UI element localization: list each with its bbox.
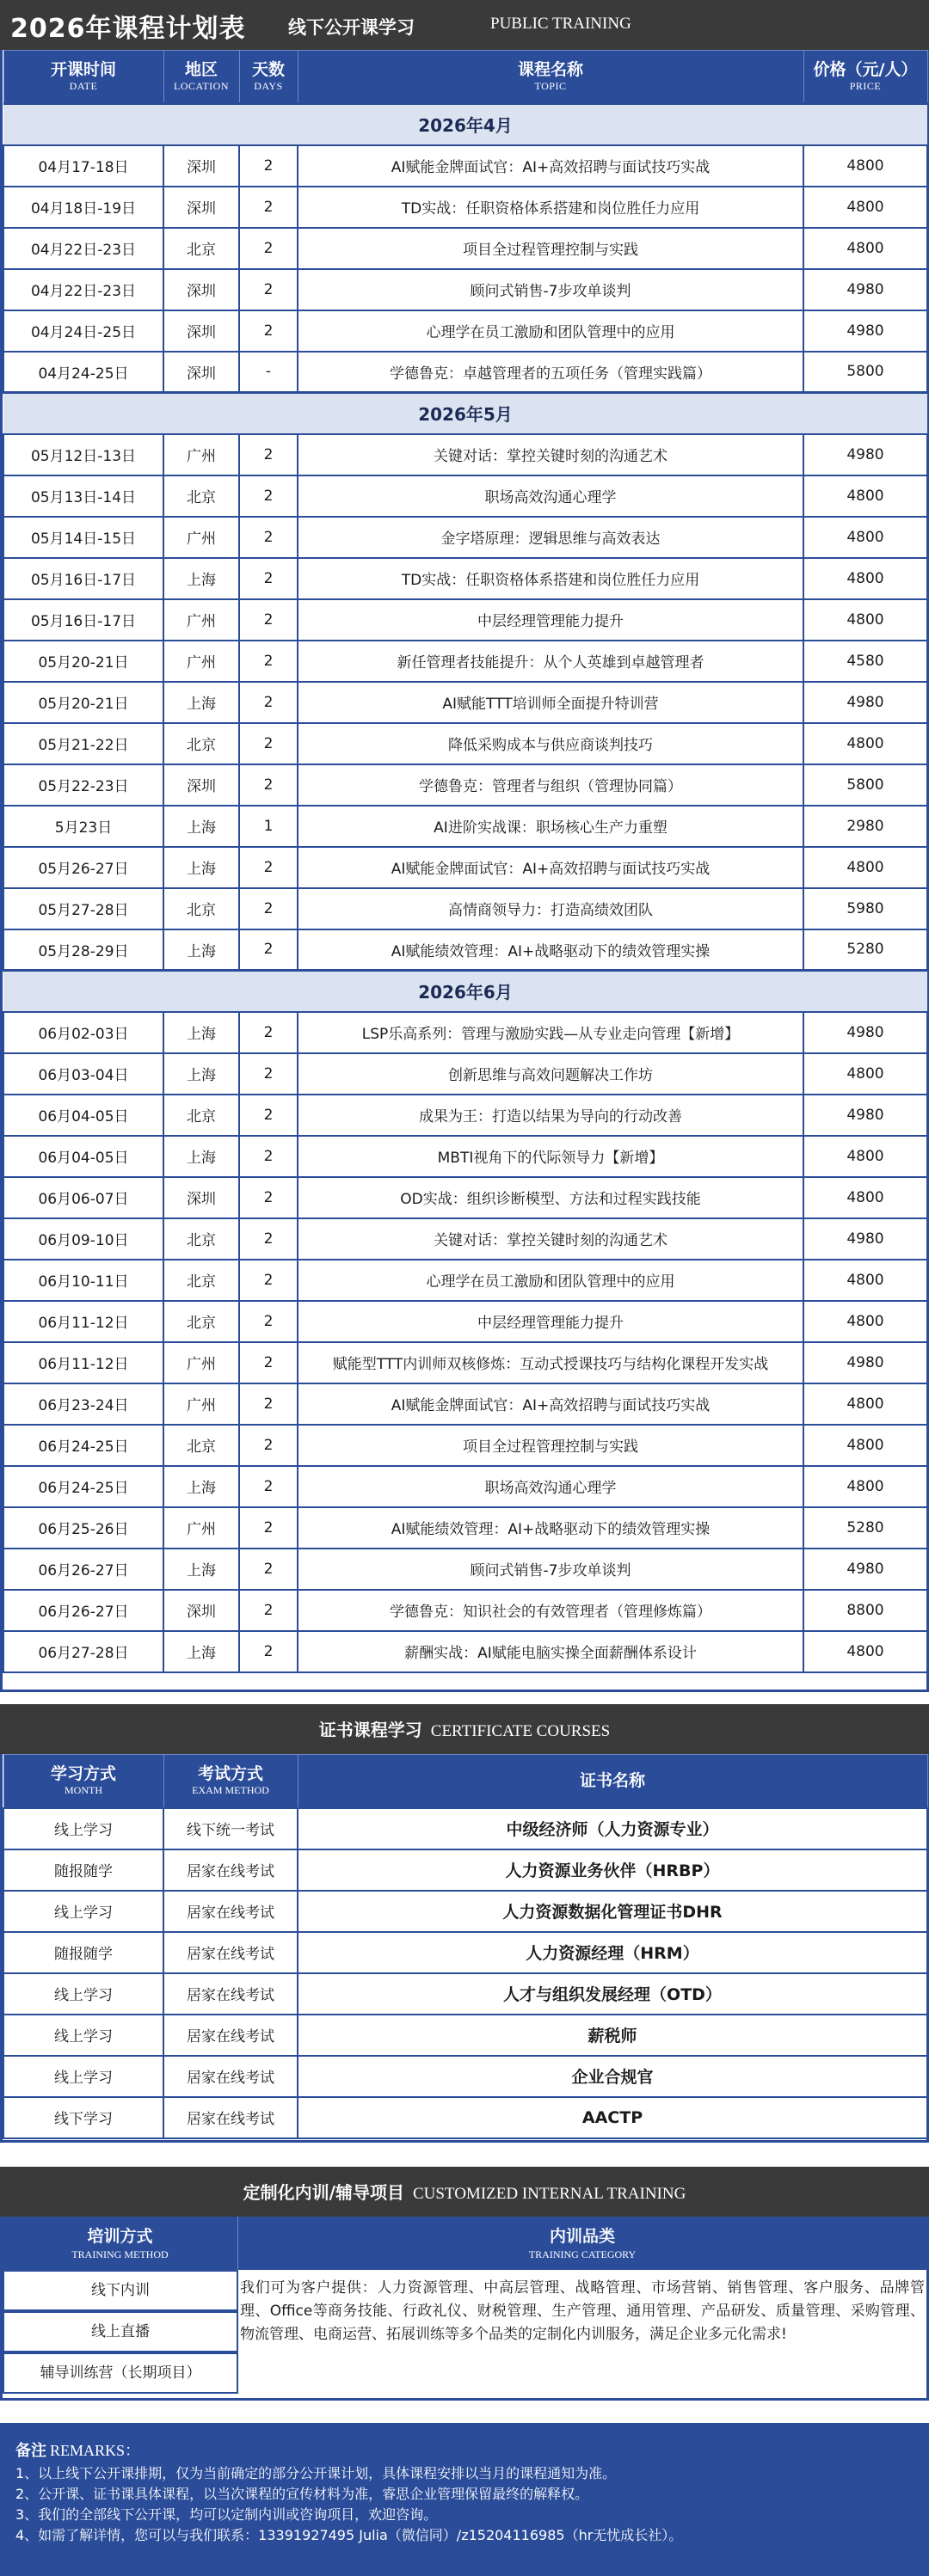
table-row bbox=[3, 310, 927, 352]
course-date: 05月20-21日 bbox=[3, 641, 163, 682]
training-category-description: 我们可为客户提供：人力资源管理、中高层管理、战略管理、市场营销、销售管理、客户服务、品牌管理、Office等商务技能、行政礼仪、财税管理、生产管理、通用管理、产品研发、质量管理、采购管理、物流管理、电商运营、拓展训练等多个品类的定制化内训服务，满足企业多元化需求! bbox=[240, 2279, 925, 2343]
table-row bbox=[3, 187, 927, 228]
remarks-title: 备注 REMARKS： bbox=[15, 2442, 141, 2460]
course-date: 05月22-23日 bbox=[3, 764, 163, 806]
course-topic: 顾问式销售-7步攻单谈判 bbox=[298, 269, 803, 310]
course-days: 2 bbox=[239, 1507, 298, 1549]
course-location: 广州 bbox=[163, 434, 239, 475]
course-price: 4800 bbox=[803, 187, 927, 228]
table-row bbox=[3, 1932, 927, 1973]
course-days: 2 bbox=[239, 434, 298, 475]
schedule-table-container bbox=[0, 50, 929, 1692]
course-price: 4800 bbox=[803, 599, 927, 641]
table-row bbox=[3, 1095, 927, 1136]
course-location: 上海 bbox=[163, 682, 239, 723]
month-header-row bbox=[3, 104, 927, 145]
course-topic: 中层经理管理能力提升 bbox=[298, 599, 803, 641]
course-date: 06月04-05日 bbox=[3, 1095, 163, 1136]
course-price: 4800 bbox=[803, 558, 927, 599]
course-topic: 降低采购成本与供应商谈判技巧 bbox=[298, 723, 803, 764]
course-days: 2 bbox=[239, 310, 298, 352]
course-location: 上海 bbox=[163, 929, 239, 971]
col-header-study-method: 学习方式 MONTH bbox=[3, 1755, 163, 1808]
course-topic: AI赋能绩效管理：AI+战略驱动下的绩效管理实操 bbox=[298, 1507, 803, 1549]
course-date: 06月26-27日 bbox=[3, 1590, 163, 1631]
course-days: 2 bbox=[239, 723, 298, 764]
certificate-table bbox=[3, 1754, 928, 2139]
course-date: 04月22日-23日 bbox=[3, 269, 163, 310]
cert-name: 中级经济师（人力资源专业） bbox=[298, 1808, 927, 1849]
course-location: 广州 bbox=[163, 599, 239, 641]
course-price: 2980 bbox=[803, 806, 927, 847]
table-row bbox=[3, 1549, 927, 1590]
course-days: 2 bbox=[239, 1590, 298, 1631]
course-days: 2 bbox=[239, 1218, 298, 1260]
table-row bbox=[3, 434, 927, 475]
remark-item: 1、以上线下公开课排期，仅为当前确定的部分公开课计划，具体课程安排以当月的课程通知为准。 bbox=[15, 2465, 617, 2481]
course-topic: 心理学在员工激励和团队管理中的应用 bbox=[298, 1260, 803, 1301]
course-date: 05月28-29日 bbox=[3, 929, 163, 971]
course-days: 2 bbox=[239, 517, 298, 558]
course-price: 4980 bbox=[803, 434, 927, 475]
table-row bbox=[3, 1301, 927, 1342]
table-row bbox=[3, 1849, 927, 1891]
training-method-camp: 辅导训练营（长期项目） bbox=[3, 2352, 238, 2394]
course-topic: 高情商领导力：打造高绩效团队 bbox=[298, 888, 803, 929]
custom-section-bar bbox=[0, 2167, 929, 2218]
table-row bbox=[3, 475, 927, 517]
training-method-live: 线上直播 bbox=[3, 2311, 238, 2352]
course-topic: 学德鲁克：管理者与组织（管理协同篇） bbox=[298, 764, 803, 806]
course-price: 5280 bbox=[803, 1507, 927, 1549]
course-price: 4580 bbox=[803, 641, 927, 682]
course-date: 06月24-25日 bbox=[3, 1425, 163, 1466]
course-date: 05月16日-17日 bbox=[3, 599, 163, 641]
course-days: 2 bbox=[239, 1383, 298, 1425]
course-location: 广州 bbox=[163, 517, 239, 558]
course-date: 06月02-03日 bbox=[3, 1012, 163, 1053]
course-topic: 关键对话：掌控关键时刻的沟通艺术 bbox=[298, 1218, 803, 1260]
certificate-table-container bbox=[0, 1754, 929, 2143]
schedule-body bbox=[3, 104, 927, 1672]
course-location: 深圳 bbox=[163, 352, 239, 393]
course-price: 5280 bbox=[803, 929, 927, 971]
course-topic: 赋能型TTT内训师双核修炼：互动式授课技巧与结构化课程开发实战 bbox=[298, 1342, 803, 1383]
custom-training-block bbox=[0, 2217, 929, 2401]
course-date: 06月24-25日 bbox=[3, 1466, 163, 1507]
schedule-table bbox=[3, 50, 928, 1673]
course-location: 深圳 bbox=[163, 310, 239, 352]
course-location: 广州 bbox=[163, 641, 239, 682]
course-location: 上海 bbox=[163, 1053, 239, 1095]
course-days: 1 bbox=[239, 806, 298, 847]
course-location: 北京 bbox=[163, 888, 239, 929]
course-price: 4980 bbox=[803, 1095, 927, 1136]
course-date: 05月21-22日 bbox=[3, 723, 163, 764]
table-row bbox=[3, 929, 927, 971]
col-header-date: 开课时间 DATE bbox=[3, 51, 163, 104]
cert-exam-method: 居家在线考试 bbox=[163, 1973, 298, 2015]
table-row bbox=[3, 806, 927, 847]
table-row bbox=[3, 2015, 927, 2056]
table-row bbox=[3, 764, 927, 806]
table-row bbox=[3, 1177, 927, 1218]
course-topic: LSP乐高系列：管理与激励实践—从专业走向管理【新增】 bbox=[298, 1012, 803, 1053]
course-days: 2 bbox=[239, 1466, 298, 1507]
course-days: 2 bbox=[239, 1136, 298, 1177]
course-topic: 职场高效沟通心理学 bbox=[298, 1466, 803, 1507]
table-row bbox=[3, 1891, 927, 1932]
course-price: 5800 bbox=[803, 352, 927, 393]
course-price: 4800 bbox=[803, 723, 927, 764]
course-days: 2 bbox=[239, 764, 298, 806]
cert-study-method: 线上学习 bbox=[3, 2015, 163, 2056]
course-days: - bbox=[239, 352, 298, 393]
certificate-header-row bbox=[3, 1755, 927, 1808]
course-date: 06月11-12日 bbox=[3, 1342, 163, 1383]
table-row bbox=[3, 352, 927, 393]
course-date: 06月26-27日 bbox=[3, 1549, 163, 1590]
course-price: 4980 bbox=[803, 1012, 927, 1053]
cert-exam-method: 居家在线考试 bbox=[163, 1849, 298, 1891]
course-price: 4800 bbox=[803, 1053, 927, 1095]
course-date: 06月23-24日 bbox=[3, 1383, 163, 1425]
course-topic: AI赋能金牌面试官：AI+高效招聘与面试技巧实战 bbox=[298, 145, 803, 187]
table-row bbox=[3, 1383, 927, 1425]
cert-name: 薪税师 bbox=[298, 2015, 927, 2056]
course-topic: 项目全过程管理控制与实践 bbox=[298, 228, 803, 269]
table-row bbox=[3, 888, 927, 929]
course-date: 05月26-27日 bbox=[3, 847, 163, 888]
course-topic: 薪酬实战：AI赋能电脑实操全面薪酬体系设计 bbox=[298, 1631, 803, 1672]
course-date: 06月25-26日 bbox=[3, 1507, 163, 1549]
table-row bbox=[3, 641, 927, 682]
course-date: 06月04-05日 bbox=[3, 1136, 163, 1177]
course-topic: 新任管理者技能提升：从个人英雄到卓越管理者 bbox=[298, 641, 803, 682]
course-topic: AI赋能金牌面试官：AI+高效招聘与面试技巧实战 bbox=[298, 847, 803, 888]
course-price: 4800 bbox=[803, 1177, 927, 1218]
course-date: 5月23日 bbox=[3, 806, 163, 847]
cert-exam-method: 居家在线考试 bbox=[163, 2097, 298, 2138]
cert-exam-method: 居家在线考试 bbox=[163, 2056, 298, 2097]
course-date: 04月24-25日 bbox=[3, 352, 163, 393]
table-row bbox=[3, 1973, 927, 2015]
course-price: 4800 bbox=[803, 475, 927, 517]
col-header-training-method: 培训方式 TRAINING METHOD bbox=[3, 2217, 238, 2270]
course-topic: 心理学在员工激励和团队管理中的应用 bbox=[298, 310, 803, 352]
course-days: 2 bbox=[239, 558, 298, 599]
course-location: 上海 bbox=[163, 1466, 239, 1507]
course-location: 深圳 bbox=[163, 764, 239, 806]
course-date: 04月24日-25日 bbox=[3, 310, 163, 352]
month-label: 2026年6月 bbox=[3, 971, 927, 1012]
cert-exam-method: 线下统一考试 bbox=[163, 1808, 298, 1849]
course-days: 2 bbox=[239, 1425, 298, 1466]
course-location: 上海 bbox=[163, 1631, 239, 1672]
table-row bbox=[3, 145, 927, 187]
cert-name: 人力资源经理（HRM） bbox=[298, 1932, 927, 1973]
course-date: 04月17-18日 bbox=[3, 145, 163, 187]
table-row bbox=[3, 1590, 927, 1631]
course-days: 2 bbox=[239, 888, 298, 929]
course-price: 5980 bbox=[803, 888, 927, 929]
course-price: 4800 bbox=[803, 1260, 927, 1301]
col-header-days: 天数 DAYS bbox=[239, 51, 298, 104]
table-row bbox=[3, 517, 927, 558]
month-header-row bbox=[3, 971, 927, 1012]
course-location: 北京 bbox=[163, 723, 239, 764]
course-topic: 顾问式销售-7步攻单谈判 bbox=[298, 1549, 803, 1590]
cert-name: 人力资源数据化管理证书DHR bbox=[298, 1891, 927, 1932]
course-days: 2 bbox=[239, 1549, 298, 1590]
course-topic: 职场高效沟通心理学 bbox=[298, 475, 803, 517]
cert-study-method: 线上学习 bbox=[3, 1891, 163, 1932]
course-location: 上海 bbox=[163, 847, 239, 888]
course-topic: AI赋能金牌面试官：AI+高效招聘与面试技巧实战 bbox=[298, 1383, 803, 1425]
training-method-offline: 线下内训 bbox=[3, 2270, 238, 2311]
course-days: 2 bbox=[239, 847, 298, 888]
course-date: 05月20-21日 bbox=[3, 682, 163, 723]
course-price: 4980 bbox=[803, 1549, 927, 1590]
course-topic: 学德鲁克：卓越管理者的五项任务（管理实践篇） bbox=[298, 352, 803, 393]
table-row bbox=[3, 1466, 927, 1507]
course-date: 04月18日-19日 bbox=[3, 187, 163, 228]
cert-study-method: 线上学习 bbox=[3, 1973, 163, 2015]
course-topic: TD实战：任职资格体系搭建和岗位胜任力应用 bbox=[298, 558, 803, 599]
course-price: 5800 bbox=[803, 764, 927, 806]
cert-study-method: 线上学习 bbox=[3, 1808, 163, 1849]
cert-study-method: 随报随学 bbox=[3, 1849, 163, 1891]
table-row bbox=[3, 682, 927, 723]
course-location: 上海 bbox=[163, 1012, 239, 1053]
header-bar bbox=[0, 0, 929, 50]
course-location: 深圳 bbox=[163, 1590, 239, 1631]
course-days: 2 bbox=[239, 145, 298, 187]
course-topic: 关键对话：掌控关键时刻的沟通艺术 bbox=[298, 434, 803, 475]
course-days: 2 bbox=[239, 599, 298, 641]
course-date: 04月22日-23日 bbox=[3, 228, 163, 269]
cert-study-method: 线下学习 bbox=[3, 2097, 163, 2138]
course-location: 广州 bbox=[163, 1507, 239, 1549]
remarks-block bbox=[0, 2423, 929, 2576]
course-days: 2 bbox=[239, 1260, 298, 1301]
course-days: 2 bbox=[239, 269, 298, 310]
course-topic: 成果为王：打造以结果为导向的行动改善 bbox=[298, 1095, 803, 1136]
course-date: 06月06-07日 bbox=[3, 1177, 163, 1218]
course-topic: MBTI视角下的代际领导力【新增】 bbox=[298, 1136, 803, 1177]
remark-item: 2、公开课、证书课具体课程，以当次课程的宣传材料为准，睿思企业管理保留最终的解释权。 bbox=[15, 2486, 589, 2502]
course-days: 2 bbox=[239, 1095, 298, 1136]
course-topic: 项目全过程管理控制与实践 bbox=[298, 1425, 803, 1466]
course-price: 4800 bbox=[803, 1631, 927, 1672]
cert-exam-method: 居家在线考试 bbox=[163, 2015, 298, 2056]
course-date: 05月12日-13日 bbox=[3, 434, 163, 475]
course-location: 上海 bbox=[163, 806, 239, 847]
table-row bbox=[3, 1053, 927, 1095]
course-date: 06月03-04日 bbox=[3, 1053, 163, 1095]
course-price: 4980 bbox=[803, 682, 927, 723]
table-row bbox=[3, 1631, 927, 1672]
course-location: 深圳 bbox=[163, 269, 239, 310]
certificate-title-en: CERTIFICATE COURSES bbox=[430, 1722, 611, 1740]
custom-title-en: CUSTOMIZED INTERNAL TRAINING bbox=[412, 2185, 686, 2203]
col-header-training-category: 内训品类 TRAINING CATEGORY bbox=[238, 2217, 926, 2270]
course-topic: OD实战：组织诊断模型、方法和过程实践技能 bbox=[298, 1177, 803, 1218]
cert-name: 企业合规官 bbox=[298, 2056, 927, 2097]
course-location: 深圳 bbox=[163, 187, 239, 228]
course-days: 2 bbox=[239, 1631, 298, 1672]
course-days: 2 bbox=[239, 1177, 298, 1218]
table-row bbox=[3, 723, 927, 764]
course-price: 4800 bbox=[803, 1425, 927, 1466]
course-days: 2 bbox=[239, 228, 298, 269]
table-row bbox=[3, 1218, 927, 1260]
course-price: 4800 bbox=[803, 1466, 927, 1507]
cert-name: AACTP bbox=[298, 2097, 927, 2138]
cert-study-method: 随报随学 bbox=[3, 1932, 163, 1973]
table-row bbox=[3, 1012, 927, 1053]
col-header-exam-method: 考试方式 EXAM METHOD bbox=[163, 1755, 298, 1808]
course-location: 深圳 bbox=[163, 1177, 239, 1218]
course-price: 4800 bbox=[803, 847, 927, 888]
course-location: 北京 bbox=[163, 1260, 239, 1301]
course-date: 06月27-28日 bbox=[3, 1631, 163, 1672]
course-location: 北京 bbox=[163, 228, 239, 269]
custom-title-cn: 定制化内训/辅导项目 bbox=[243, 2182, 404, 2203]
course-price: 4800 bbox=[803, 1301, 927, 1342]
certificate-body bbox=[3, 1808, 927, 2138]
course-location: 北京 bbox=[163, 1218, 239, 1260]
course-price: 4980 bbox=[803, 310, 927, 352]
month-label: 2026年4月 bbox=[3, 104, 927, 145]
course-location: 北京 bbox=[163, 475, 239, 517]
month-label: 2026年5月 bbox=[3, 393, 927, 434]
table-row bbox=[3, 228, 927, 269]
course-date: 05月13日-14日 bbox=[3, 475, 163, 517]
course-days: 2 bbox=[239, 1053, 298, 1095]
course-days: 2 bbox=[239, 1301, 298, 1342]
course-location: 北京 bbox=[163, 1425, 239, 1466]
col-header-topic: 课程名称 TOPIC bbox=[298, 51, 803, 104]
course-days: 2 bbox=[239, 929, 298, 971]
course-days: 2 bbox=[239, 475, 298, 517]
section-subtitle-en: PUBLIC TRAINING bbox=[490, 15, 631, 33]
course-days: 2 bbox=[239, 641, 298, 682]
course-price: 4980 bbox=[803, 1218, 927, 1260]
course-price: 4980 bbox=[803, 269, 927, 310]
course-location: 北京 bbox=[163, 1095, 239, 1136]
course-topic: 创新思维与高效问题解决工作坊 bbox=[298, 1053, 803, 1095]
course-location: 上海 bbox=[163, 1549, 239, 1590]
course-location: 深圳 bbox=[163, 145, 239, 187]
col-header-certificate-name: 证书名称 bbox=[298, 1755, 927, 1808]
table-row bbox=[3, 847, 927, 888]
course-date: 05月27-28日 bbox=[3, 888, 163, 929]
table-row bbox=[3, 269, 927, 310]
col-header-location: 地区 LOCATION bbox=[163, 51, 239, 104]
course-price: 4800 bbox=[803, 145, 927, 187]
course-topic: TD实战：任职资格体系搭建和岗位胜任力应用 bbox=[298, 187, 803, 228]
course-days: 2 bbox=[239, 1012, 298, 1053]
course-topic: AI赋能TTT培训师全面提升特训营 bbox=[298, 682, 803, 723]
course-location: 北京 bbox=[163, 1301, 239, 1342]
cert-study-method: 线上学习 bbox=[3, 2056, 163, 2097]
course-date: 06月10-11日 bbox=[3, 1260, 163, 1301]
course-days: 2 bbox=[239, 1342, 298, 1383]
course-price: 4800 bbox=[803, 517, 927, 558]
course-price: 8800 bbox=[803, 1590, 927, 1631]
course-days: 2 bbox=[239, 682, 298, 723]
cert-exam-method: 居家在线考试 bbox=[163, 1891, 298, 1932]
course-price: 4800 bbox=[803, 228, 927, 269]
course-location: 上海 bbox=[163, 558, 239, 599]
course-location: 广州 bbox=[163, 1383, 239, 1425]
course-topic: 金字塔原理：逻辑思维与高效表达 bbox=[298, 517, 803, 558]
course-topic: AI进阶实战课：职场核心生产力重塑 bbox=[298, 806, 803, 847]
course-date: 06月11-12日 bbox=[3, 1301, 163, 1342]
table-row bbox=[3, 2056, 927, 2097]
course-price: 4980 bbox=[803, 1342, 927, 1383]
table-row bbox=[3, 1136, 927, 1177]
course-topic: 学德鲁克：知识社会的有效管理者（管理修炼篇） bbox=[298, 1590, 803, 1631]
cert-exam-method: 居家在线考试 bbox=[163, 1932, 298, 1973]
course-location: 广州 bbox=[163, 1342, 239, 1383]
table-row bbox=[3, 1425, 927, 1466]
page-title: 2026年课程计划表 bbox=[10, 14, 246, 44]
course-date: 05月16日-17日 bbox=[3, 558, 163, 599]
course-date: 06月09-10日 bbox=[3, 1218, 163, 1260]
table-row bbox=[3, 1507, 927, 1549]
table-row bbox=[3, 599, 927, 641]
course-topic: AI赋能绩效管理：AI+战略驱动下的绩效管理实操 bbox=[298, 929, 803, 971]
table-row bbox=[3, 558, 927, 599]
course-price: 4800 bbox=[803, 1383, 927, 1425]
certificate-title-cn: 证书课程学习 bbox=[318, 1720, 422, 1740]
section-subtitle-cn: 线下公开课学习 bbox=[288, 17, 415, 38]
remark-item: 3、我们的全部线下公开课，均可以定制内训或咨询项目，欢迎咨询。 bbox=[15, 2506, 438, 2523]
table-row bbox=[3, 2097, 927, 2138]
course-topic: 中层经理管理能力提升 bbox=[298, 1301, 803, 1342]
course-location: 上海 bbox=[163, 1136, 239, 1177]
certificate-section-bar bbox=[0, 1704, 929, 1756]
course-price: 4800 bbox=[803, 1136, 927, 1177]
remark-item: 4、如需了解详情，您可以与我们联系：13391927495 Julia（微信同）/z15204116985（hr无忧成长社）。 bbox=[15, 2527, 683, 2543]
cert-name: 人才与组织发展经理（OTD） bbox=[298, 1973, 927, 2015]
table-row bbox=[3, 1260, 927, 1301]
table-row bbox=[3, 1342, 927, 1383]
schedule-header-row bbox=[3, 51, 927, 104]
table-row bbox=[3, 1808, 927, 1849]
col-header-price: 价格（元/人） PRICE bbox=[803, 51, 927, 104]
course-date: 05月14日-15日 bbox=[3, 517, 163, 558]
month-header-row bbox=[3, 393, 927, 434]
cert-name: 人力资源业务伙伴（HRBP） bbox=[298, 1849, 927, 1891]
course-days: 2 bbox=[239, 187, 298, 228]
